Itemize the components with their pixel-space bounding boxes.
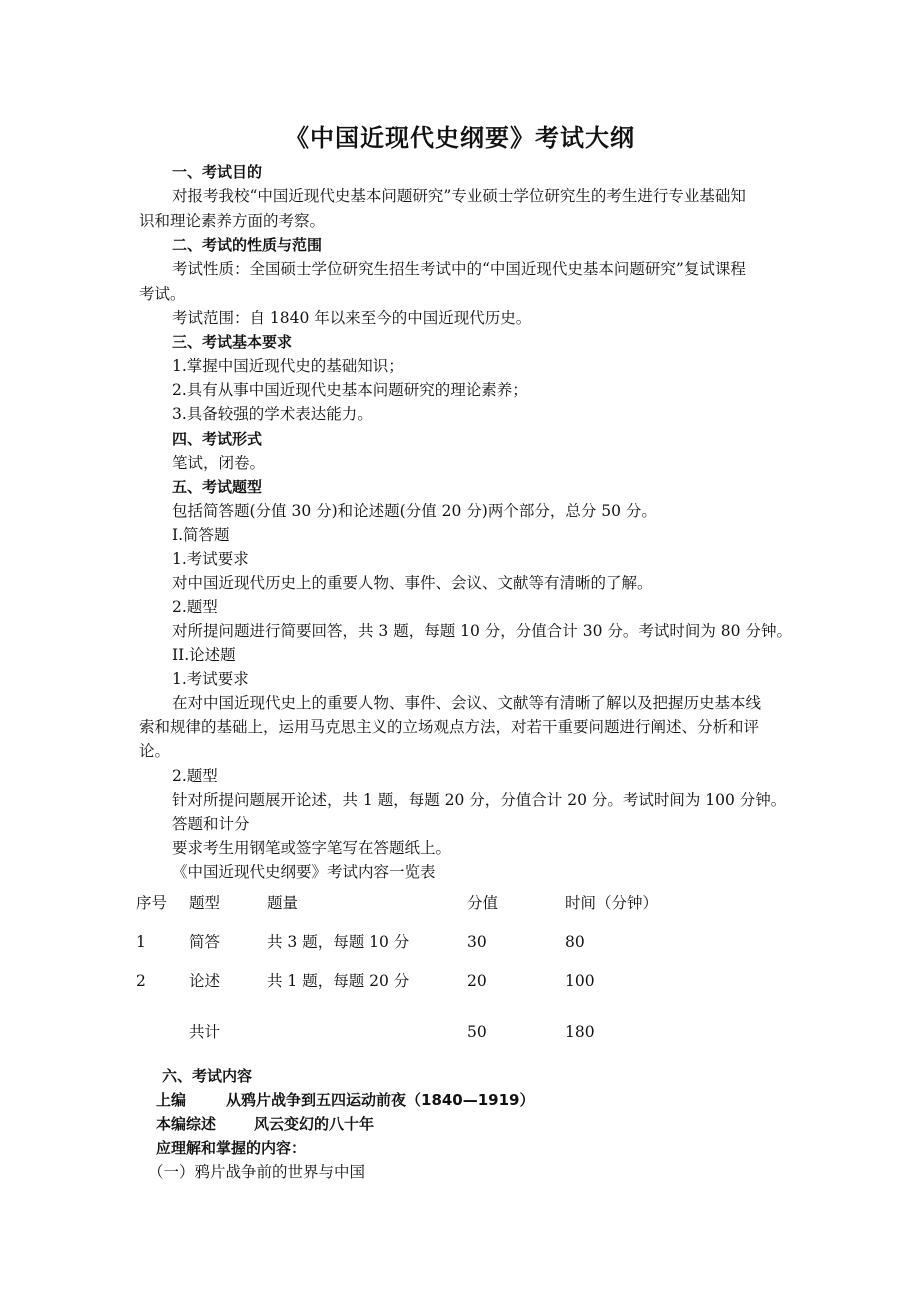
table-header-cell: 时间（分钟） xyxy=(565,894,659,912)
short-answer-req-text: 对中国近现代历史上的重要人物、事件、会议、文献等有清晰的了解。 xyxy=(172,574,653,592)
scoring-label: 答题和计分 xyxy=(172,815,250,833)
essay-type-label: 2.题型 xyxy=(172,767,218,785)
section-3-heading: 三、考试基本要求 xyxy=(172,333,293,351)
requirement-item: 3.具备较强的学术表达能力。 xyxy=(172,405,373,423)
section-2-heading: 二、考试的性质与范围 xyxy=(172,236,323,254)
part-upper-title: 从鸦片战争到五四运动前夜（1840—1919） xyxy=(226,1091,535,1109)
part-upper-label: 上编 xyxy=(156,1091,187,1109)
table-cell: 80 xyxy=(565,933,585,951)
section-2-nature-line-2: 考试。 xyxy=(139,285,186,303)
section-4-text: 笔试，闭卷。 xyxy=(172,454,266,472)
section-4-heading: 四、考试形式 xyxy=(172,430,263,448)
short-answer-type-text: 对所提问题进行简要回答，共 3 题，每题 10 分，分值合计 30 分。考试时间为 80 分钟。 xyxy=(172,622,792,640)
essay-req-text-line-1: 在对中国近现代史上的重要人物、事件、会议、文献等有清晰了解以及把握历史基本线 xyxy=(172,694,762,712)
table-cell: 180 xyxy=(565,1023,595,1041)
table-cell: 共计 xyxy=(189,1023,221,1041)
section-2-nature-line-1: 考试性质：全国硕士学位研究生招生考试中的“中国近现代史基本问题研究”复试课程 xyxy=(172,260,746,278)
document-title: 《中国近现代史纲要》考试大纲 xyxy=(285,124,635,152)
essay-type-text: 针对所提问题展开论述，共 1 题，每题 20 分，分值合计 20 分。考试时间为 100 分钟。 xyxy=(172,791,787,809)
table-cell: 共 1 题，每题 20 分 xyxy=(267,972,410,990)
section-6-heading: 六、考试内容 xyxy=(162,1067,253,1085)
understand-label: 应理解和掌握的内容： xyxy=(156,1139,307,1157)
table-header-cell: 分值 xyxy=(467,894,499,912)
section-5-heading: 五、考试题型 xyxy=(172,478,263,496)
essay-req-text-line-3: 论。 xyxy=(139,742,171,760)
table-cell: 1 xyxy=(136,933,146,951)
table-caption: 《中国近现代史纲要》考试内容一览表 xyxy=(172,863,436,881)
short-answer-heading: I.简答题 xyxy=(172,526,230,544)
table-cell: 论述 xyxy=(189,972,221,990)
essay-heading: II.论述题 xyxy=(172,646,236,664)
section-1-heading: 一、考试目的 xyxy=(172,163,263,181)
table-header-cell: 题量 xyxy=(267,894,299,912)
table-cell: 50 xyxy=(467,1023,487,1041)
requirement-item: 2.具有从事中国近现代史基本问题研究的理论素养； xyxy=(172,381,528,399)
table-cell: 简答 xyxy=(189,933,221,951)
table-cell: 30 xyxy=(467,933,487,951)
short-answer-type-label: 2.题型 xyxy=(172,598,218,616)
table-header-cell: 题型 xyxy=(189,894,221,912)
overview-title: 风云变幻的八十年 xyxy=(254,1115,375,1133)
table-header-cell: 序号 xyxy=(136,894,168,912)
section-1-text-line-1: 对报考我校“中国近现代史基本问题研究”专业硕士学位研究生的考生进行专业基础知 xyxy=(172,187,746,205)
table-cell: 2 xyxy=(136,972,146,990)
table-cell: 共 3 题，每题 10 分 xyxy=(267,933,410,951)
requirement-item: 1.掌握中国近现代史的基础知识； xyxy=(172,357,404,375)
section-2-scope: 考试范围：自 1840 年以来至今的中国近现代历史。 xyxy=(172,309,532,327)
content-item: （一）鸦片战争前的世界与中国 xyxy=(148,1163,366,1181)
short-answer-req-label: 1.考试要求 xyxy=(172,550,249,568)
essay-req-label: 1.考试要求 xyxy=(172,670,249,688)
section-1-text-line-2: 识和理论素养方面的考察。 xyxy=(139,212,326,230)
scoring-text: 要求考生用钢笔或签字笔写在答题纸上。 xyxy=(172,839,452,857)
table-cell: 20 xyxy=(467,972,487,990)
table-cell: 100 xyxy=(565,972,595,990)
overview-label: 本编综述 xyxy=(156,1115,217,1133)
essay-req-text-line-2: 索和规律的基础上，运用马克思主义的立场观点方法，对若干重要问题进行阐述、分析和评 xyxy=(139,718,760,736)
section-5-intro: 包括简答题(分值 30 分)和论述题(分值 20 分)两个部分，总分 50 分。 xyxy=(172,502,657,520)
